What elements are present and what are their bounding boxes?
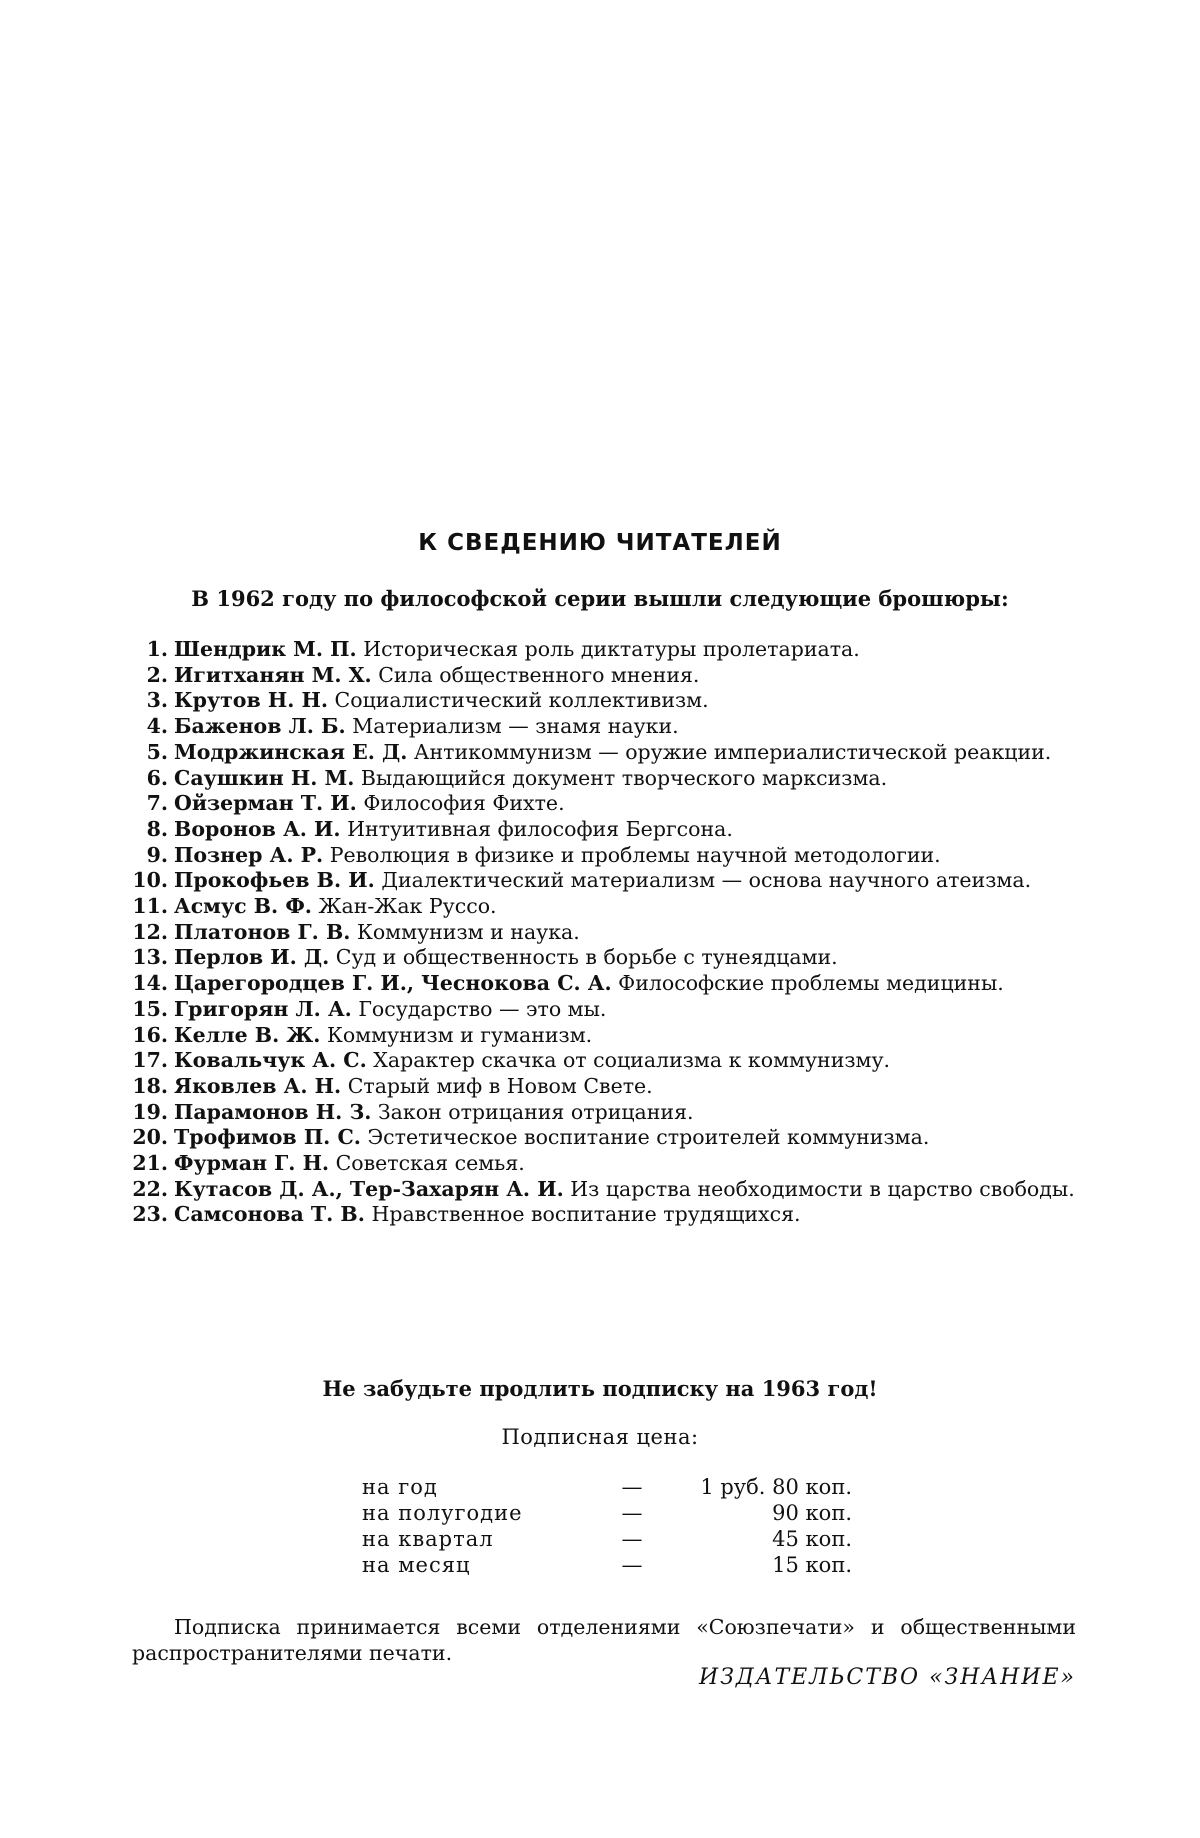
item-author: Перлов И. Д. — [174, 945, 330, 970]
price-period: на год — [362, 1475, 438, 1499]
item-title: Закон отрицания отрицания. — [377, 1099, 694, 1124]
item-title: Сила общественного мнения. — [378, 662, 700, 687]
brochure-list — [132, 637, 1076, 1228]
item-title: Характер скачка от социализма к коммунизму. — [373, 1048, 891, 1073]
subscription-note: Подписка принимается всеми отделениями «Союзпечати» и общественными распространителями печати. — [132, 1615, 1076, 1665]
item-title: Философские проблемы медицины. — [618, 971, 1004, 996]
item-author: Платонов Г. В. — [174, 919, 351, 944]
item-number: 5. — [146, 739, 168, 764]
item-author: Келле В. Ж. — [174, 1022, 321, 1047]
item-title: Историческая роль диктатуры пролетариата. — [363, 637, 860, 661]
price-amount: 45 коп. — [772, 1527, 852, 1551]
item-title: Жан-Жак Руссо. — [318, 894, 497, 919]
item-title: Нравственное воспитание трудящихся. — [371, 1202, 801, 1227]
item-author: Асмус В. Ф. — [174, 894, 312, 919]
item-author: Модржинская Е. Д. — [174, 739, 408, 764]
item-number: 12. — [132, 919, 168, 944]
item-author: Парамонов Н. З. — [174, 1099, 372, 1124]
item-author: Саушкин Н. М. — [174, 765, 355, 790]
list-item — [132, 766, 1076, 792]
price-period: на месяц — [362, 1553, 471, 1577]
list-item — [132, 1177, 1076, 1203]
item-title: Социалистический коллективизм. — [334, 688, 709, 713]
item-author: Познер А. Р. — [174, 842, 324, 867]
item-number: 6. — [146, 765, 168, 790]
list-item — [132, 894, 1076, 920]
item-title: Антикоммунизм — оружие империалистической реакции. — [413, 739, 1052, 764]
list-item — [132, 1048, 1076, 1074]
list-item — [132, 1100, 1076, 1126]
list-item — [132, 791, 1076, 817]
item-title: Коммунизм и наука. — [356, 919, 580, 944]
item-author: Кутасов Д. А., Тер-Захарян А. И. — [174, 1176, 564, 1201]
item-number: 11. — [132, 894, 168, 919]
list-item — [132, 920, 1076, 946]
subscription-reminder: Не забудьте продлить подписку на 1963 год! — [322, 1376, 878, 1401]
price-heading: Подписная цена: — [501, 1425, 699, 1449]
item-author: Григорян Л. А. — [174, 996, 352, 1021]
item-author: Ковальчук А. С. — [174, 1048, 367, 1073]
item-title: Философия Фихте. — [363, 791, 565, 816]
item-title: Выдающийся документ творческого марксизма. — [360, 765, 888, 790]
page-heading: К СВЕДЕНИЮ ЧИТАТЕЛЕЙ — [418, 530, 782, 556]
item-number: 23. — [132, 1202, 168, 1227]
list-item — [132, 817, 1076, 843]
item-number: 1. — [146, 637, 168, 661]
item-title: Старый миф в Новом Свете. — [347, 1073, 653, 1098]
list-item — [132, 971, 1076, 997]
item-number: 21. — [132, 1151, 168, 1176]
item-author: Яковлев А. Н. — [174, 1073, 342, 1098]
item-author: Прокофьев В. И. — [174, 868, 375, 893]
list-item — [132, 843, 1076, 869]
item-title: Коммунизм и гуманизм. — [326, 1022, 593, 1047]
price-period: на полугодие — [362, 1501, 523, 1525]
item-number: 10. — [132, 868, 168, 893]
item-number: 19. — [132, 1099, 168, 1124]
price-dash: — — [621, 1553, 643, 1577]
list-item — [132, 1074, 1076, 1100]
list-item — [132, 688, 1076, 714]
item-number: 8. — [146, 816, 168, 841]
list-item — [132, 1023, 1076, 1049]
item-number: 4. — [146, 714, 168, 739]
list-item — [132, 663, 1076, 689]
list-item — [132, 1151, 1076, 1177]
list-item — [132, 945, 1076, 971]
price-row — [362, 1474, 852, 1500]
item-number: 15. — [132, 996, 168, 1021]
item-author: Крутов Н. Н. — [174, 688, 329, 713]
price-row — [362, 1500, 852, 1526]
item-title: Эстетическое воспитание строителей коммунизма. — [367, 1125, 930, 1150]
list-item — [132, 1202, 1076, 1228]
list-item — [132, 1125, 1076, 1151]
item-author: Царегородцев Г. И., Чеснокова С. А. — [174, 971, 612, 996]
list-item — [132, 637, 1076, 663]
item-number: 20. — [132, 1125, 168, 1150]
item-title: Суд и общественность в борьбе с тунеядцами. — [335, 945, 838, 970]
item-author: Самсонова Т. В. — [174, 1202, 365, 1227]
item-author: Ойзерман Т. И. — [174, 791, 357, 816]
item-author: Шендрик М. П. — [174, 637, 357, 661]
item-author: Фурман Г. Н. — [174, 1151, 330, 1176]
price-dash: — — [621, 1475, 643, 1499]
price-row — [362, 1526, 852, 1552]
price-amount: 1 руб. 80 коп. — [700, 1475, 852, 1499]
item-number: 14. — [132, 971, 168, 996]
item-number: 18. — [132, 1073, 168, 1098]
price-row — [362, 1552, 852, 1578]
price-table — [362, 1474, 852, 1578]
item-number: 16. — [132, 1022, 168, 1047]
intro-text: В 1962 году по философской серии вышли следующие брошюры: — [191, 586, 1009, 611]
price-amount: 15 коп. — [772, 1553, 852, 1577]
item-title: Диалектический материализм — основа научного атеизма. — [381, 868, 1032, 893]
item-author: Трофимов П. С. — [174, 1125, 361, 1150]
item-title: Революция в физике и проблемы научной методологии. — [329, 842, 941, 867]
list-item — [132, 714, 1076, 740]
item-number: 13. — [132, 945, 168, 970]
list-item — [132, 997, 1076, 1023]
price-amount: 90 коп. — [772, 1501, 852, 1525]
price-dash: — — [621, 1527, 643, 1551]
item-title: Материализм — знамя науки. — [352, 714, 679, 739]
item-author: Воронов А. И. — [174, 816, 341, 841]
list-item — [132, 868, 1076, 894]
item-number: 9. — [146, 842, 168, 867]
publisher-name: ИЗДАТЕЛЬСТВО «ЗНАНИЕ» — [699, 1665, 1076, 1690]
price-dash: — — [621, 1501, 643, 1525]
list-item — [132, 740, 1076, 766]
item-title: Интуитивная философия Бергсона. — [347, 816, 733, 841]
item-number: 17. — [132, 1048, 168, 1073]
item-author: Игитханян М. Х. — [174, 662, 372, 687]
item-author: Баженов Л. Б. — [174, 714, 346, 739]
item-number: 22. — [132, 1176, 168, 1201]
price-period: на квартал — [362, 1527, 494, 1551]
item-title: Государство — это мы. — [358, 996, 607, 1021]
item-number: 3. — [146, 688, 168, 713]
item-number: 2. — [146, 662, 168, 687]
item-title: Советская семья. — [335, 1151, 525, 1176]
item-number: 7. — [146, 791, 168, 816]
item-title: Из царства необходимости в царство свободы. — [570, 1176, 1075, 1201]
